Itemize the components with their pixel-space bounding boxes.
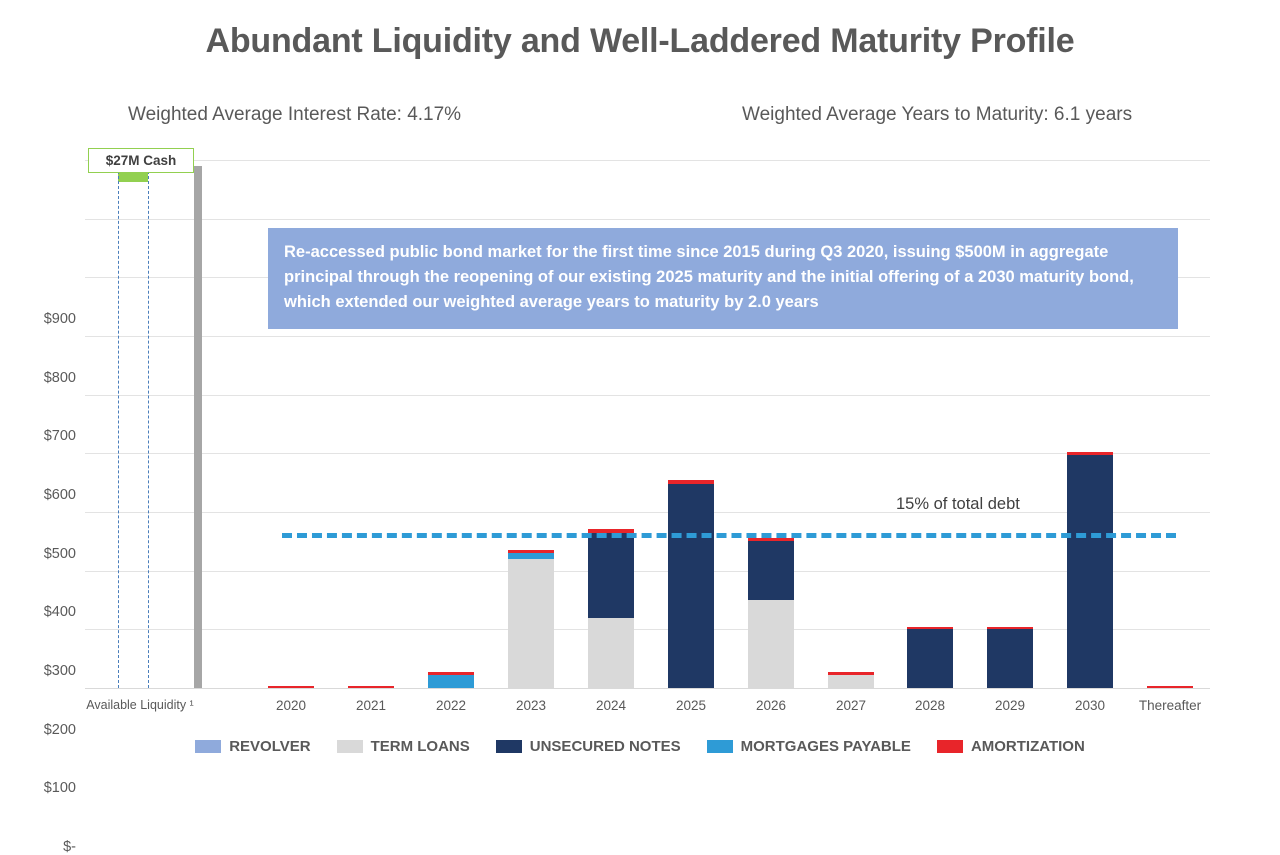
bar-segment [588, 533, 634, 618]
bar-segment [987, 627, 1033, 629]
bond-market-callout: Re-accessed public bond market for the first time since 2015 during Q3 2020, issuing $500M in aggregate principal through the reopening of our existing 2025 maturity and the initial offering of a 2030 maturity bond, which extended our weighted average years to maturity by 2.0 years [268, 228, 1178, 329]
y-axis-tick-label: $700 [43, 428, 76, 445]
y-axis-tick-label: $900 [43, 311, 76, 327]
legend-label: TERM LOANS [370, 738, 470, 755]
available-liquidity-bar [194, 166, 202, 688]
gridline [85, 629, 1210, 630]
bar-segment [987, 629, 1033, 688]
y-axis-tick-label: $300 [43, 663, 76, 679]
weighted-avg-interest-rate-label: Weighted Average Interest Rate: 4.17% [128, 104, 462, 125]
bar-segment [508, 550, 554, 554]
threshold-dashed-line [282, 533, 1176, 538]
legend-item[interactable] [195, 738, 310, 755]
bar-segment [1067, 455, 1113, 688]
y-axis-tick-label: $- [63, 839, 76, 855]
x-axis-line [85, 688, 1210, 689]
x-axis-tick-label: 2024 [595, 698, 627, 713]
x-axis-tick-label: Available Liquidity ¹ [86, 698, 194, 712]
threshold-label: 15% of total debt [896, 495, 1020, 513]
x-axis-tick-label: 2021 [355, 698, 387, 713]
bar-segment [1067, 452, 1113, 455]
y-axis-tick-label: $100 [43, 780, 76, 797]
legend-label: UNSECURED NOTES [529, 738, 681, 755]
legend-swatch [937, 740, 963, 753]
y-axis-tick-label: $200 [43, 721, 76, 738]
bar-segment [508, 553, 554, 559]
legend-label: MORTGAGES PAYABLE [740, 738, 911, 755]
y-axis-tick-label: $600 [43, 487, 76, 503]
bar-segment [907, 629, 953, 688]
x-axis-tick-label: 2023 [515, 698, 547, 713]
bar-segment [828, 675, 874, 688]
cash-callout-box: $27M Cash [88, 148, 194, 173]
gridline [85, 453, 1210, 454]
gridline [85, 160, 1210, 161]
bar-segment [668, 480, 714, 484]
page-title: Abundant Liquidity and Well-Laddered Maturity Profile [205, 22, 1075, 60]
x-axis-tick-label: 2025 [675, 698, 707, 713]
bar-segment [907, 627, 953, 629]
legend-swatch [496, 740, 522, 753]
x-axis-tick-label: 2030 [1074, 698, 1106, 713]
chart-legend [0, 738, 1280, 755]
gridline [85, 571, 1210, 572]
y-axis-tick-label: $800 [43, 369, 76, 386]
legend-label: REVOLVER [229, 738, 311, 755]
x-axis-tick-label: 2022 [435, 698, 467, 713]
y-axis-tick-label: $400 [43, 604, 76, 621]
legend-item[interactable] [496, 738, 681, 755]
legend-swatch [707, 740, 733, 753]
gridline [85, 512, 1210, 513]
x-axis-tick-label: Thereafter [1138, 698, 1202, 713]
legend-label: AMORTIZATION [970, 738, 1085, 755]
bar-segment [428, 672, 474, 676]
x-axis-tick-label: 2027 [835, 698, 867, 713]
x-axis-tick-label: 2028 [914, 698, 946, 713]
bar-segment [748, 538, 794, 541]
legend-item[interactable] [337, 738, 470, 755]
bar-segment [748, 541, 794, 600]
bar-segment [828, 672, 874, 675]
legend-swatch [337, 740, 363, 753]
x-axis-tick-label: 2029 [994, 698, 1026, 713]
bar-segment [428, 675, 474, 688]
bar-segment [668, 484, 714, 688]
legend-item[interactable] [707, 738, 911, 755]
bar-segment [508, 559, 554, 688]
x-axis-tick-label: 2026 [755, 698, 787, 713]
weighted-avg-maturity-label: Weighted Average Years to Maturity: 6.1 years [742, 104, 1133, 125]
legend-item[interactable] [937, 738, 1085, 755]
liquidity-connector-line [118, 166, 119, 688]
liquidity-connector-line [148, 166, 149, 688]
legend-swatch [195, 740, 221, 753]
x-axis-tick-label: 2020 [275, 698, 307, 713]
gridline [85, 395, 1210, 396]
bar-segment [748, 600, 794, 688]
bar-segment [588, 618, 634, 688]
y-axis-tick-label: $500 [43, 545, 76, 562]
gridline [85, 336, 1210, 337]
gridline [85, 219, 1210, 220]
